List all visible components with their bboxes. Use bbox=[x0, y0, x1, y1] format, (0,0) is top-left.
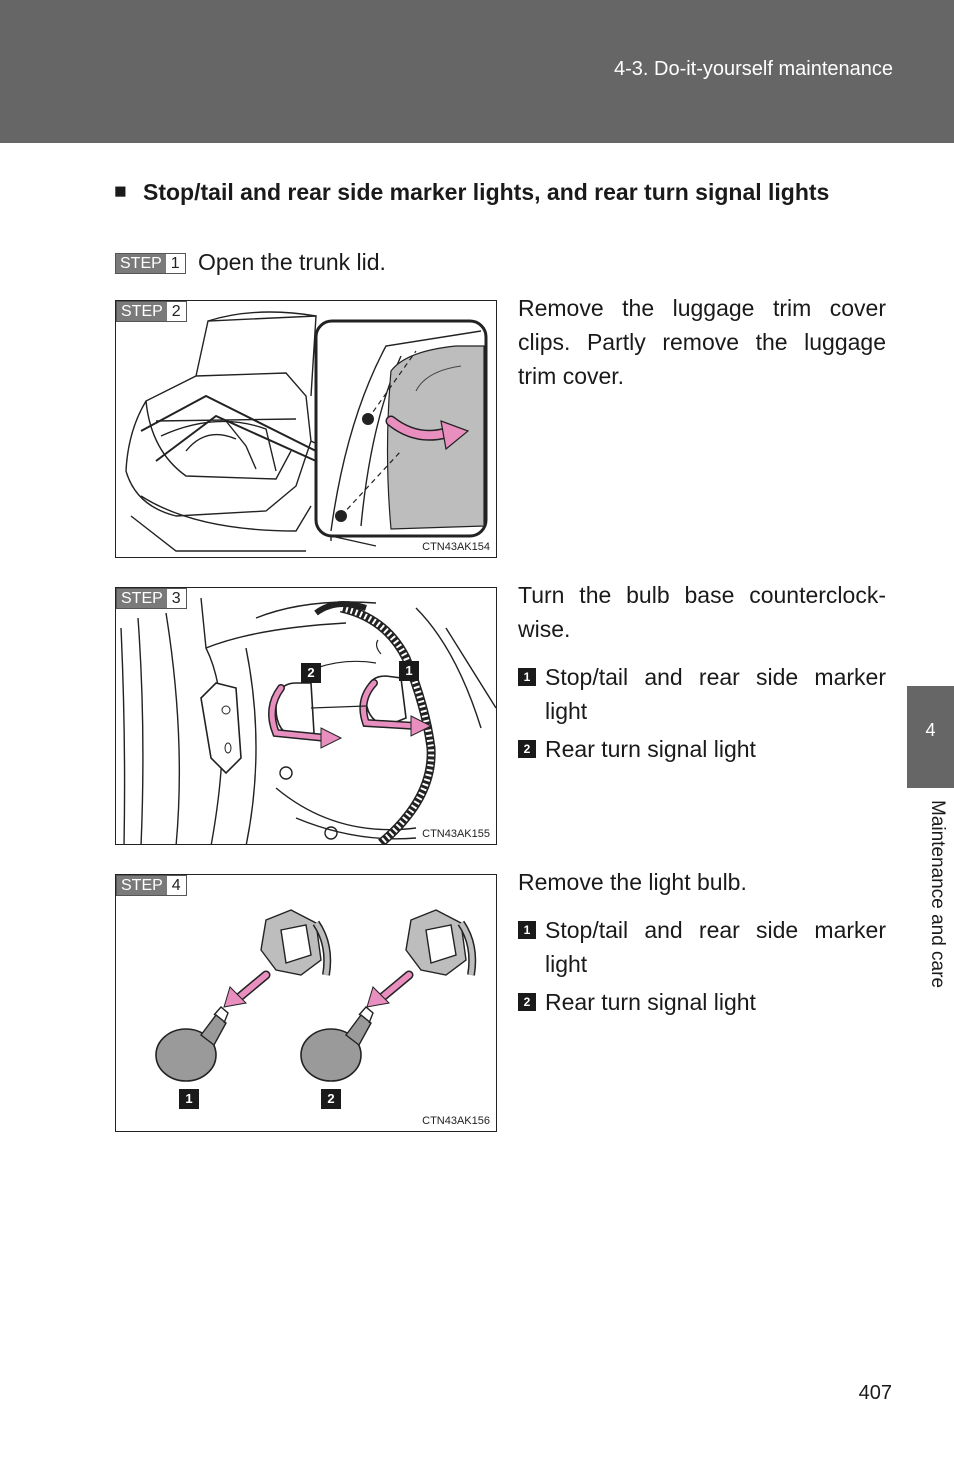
step-3-figure bbox=[115, 587, 497, 845]
step-1-text: Open the trunk lid. bbox=[198, 249, 386, 275]
chapter-number: 4 bbox=[925, 720, 936, 740]
figure-code: CTN43AK154 bbox=[422, 541, 490, 553]
page-number: 407 bbox=[858, 1382, 892, 1404]
list-item: 1 Stop/tail and rear side marker light bbox=[518, 660, 886, 728]
bulb-removal-illustration bbox=[116, 875, 497, 1132]
square-bullet-icon: ■ bbox=[114, 180, 127, 203]
step-3-description: Turn the bulb base counterclock-wise. 1 Stop/tail and rear side marker light 2 Rear turn signal light bbox=[518, 578, 886, 766]
bulb-base-illustration bbox=[116, 588, 497, 845]
step-2-badge: STEP 2 bbox=[116, 301, 187, 322]
chapter-label: Maintenance and care bbox=[927, 800, 948, 989]
step-4-description: Remove the light bulb. 1 Stop/tail and rear side marker light 2 Rear turn signal light bbox=[518, 865, 886, 1019]
callout-1: 1 bbox=[179, 1089, 199, 1109]
callout-2: 2 bbox=[321, 1089, 341, 1109]
step-4-badge: STEP 4 bbox=[116, 875, 187, 896]
number-badge: 1 bbox=[518, 668, 536, 686]
section-title: 4-3. Do-it-yourself maintenance bbox=[613, 58, 893, 80]
heading-text: Stop/tail and rear side marker lights, and rear turn signal lights bbox=[143, 179, 830, 205]
number-badge: 1 bbox=[518, 921, 536, 939]
step-4-figure bbox=[115, 874, 497, 1132]
step-1-badge: STEP 1 bbox=[115, 253, 186, 274]
figure-code: CTN43AK156 bbox=[422, 1115, 490, 1127]
page-header bbox=[0, 0, 954, 143]
trunk-illustration bbox=[116, 301, 497, 558]
callout-1: 1 bbox=[399, 661, 419, 681]
step-2-description: Remove the luggage trim cover clips. Partly remove the luggage trim cover. bbox=[518, 295, 886, 389]
section-heading bbox=[114, 175, 886, 209]
callout-2: 2 bbox=[301, 663, 321, 683]
step-3-badge: STEP 3 bbox=[116, 588, 187, 609]
list-item: 2 Rear turn signal light bbox=[518, 732, 886, 766]
number-badge: 2 bbox=[518, 740, 536, 758]
list-item: 1 Stop/tail and rear side marker light bbox=[518, 913, 886, 981]
chapter-tab[interactable] bbox=[907, 686, 954, 788]
step-2-figure bbox=[115, 300, 497, 558]
figure-code: CTN43AK155 bbox=[422, 828, 490, 840]
number-badge: 2 bbox=[518, 993, 536, 1011]
list-item: 2 Rear turn signal light bbox=[518, 985, 886, 1019]
